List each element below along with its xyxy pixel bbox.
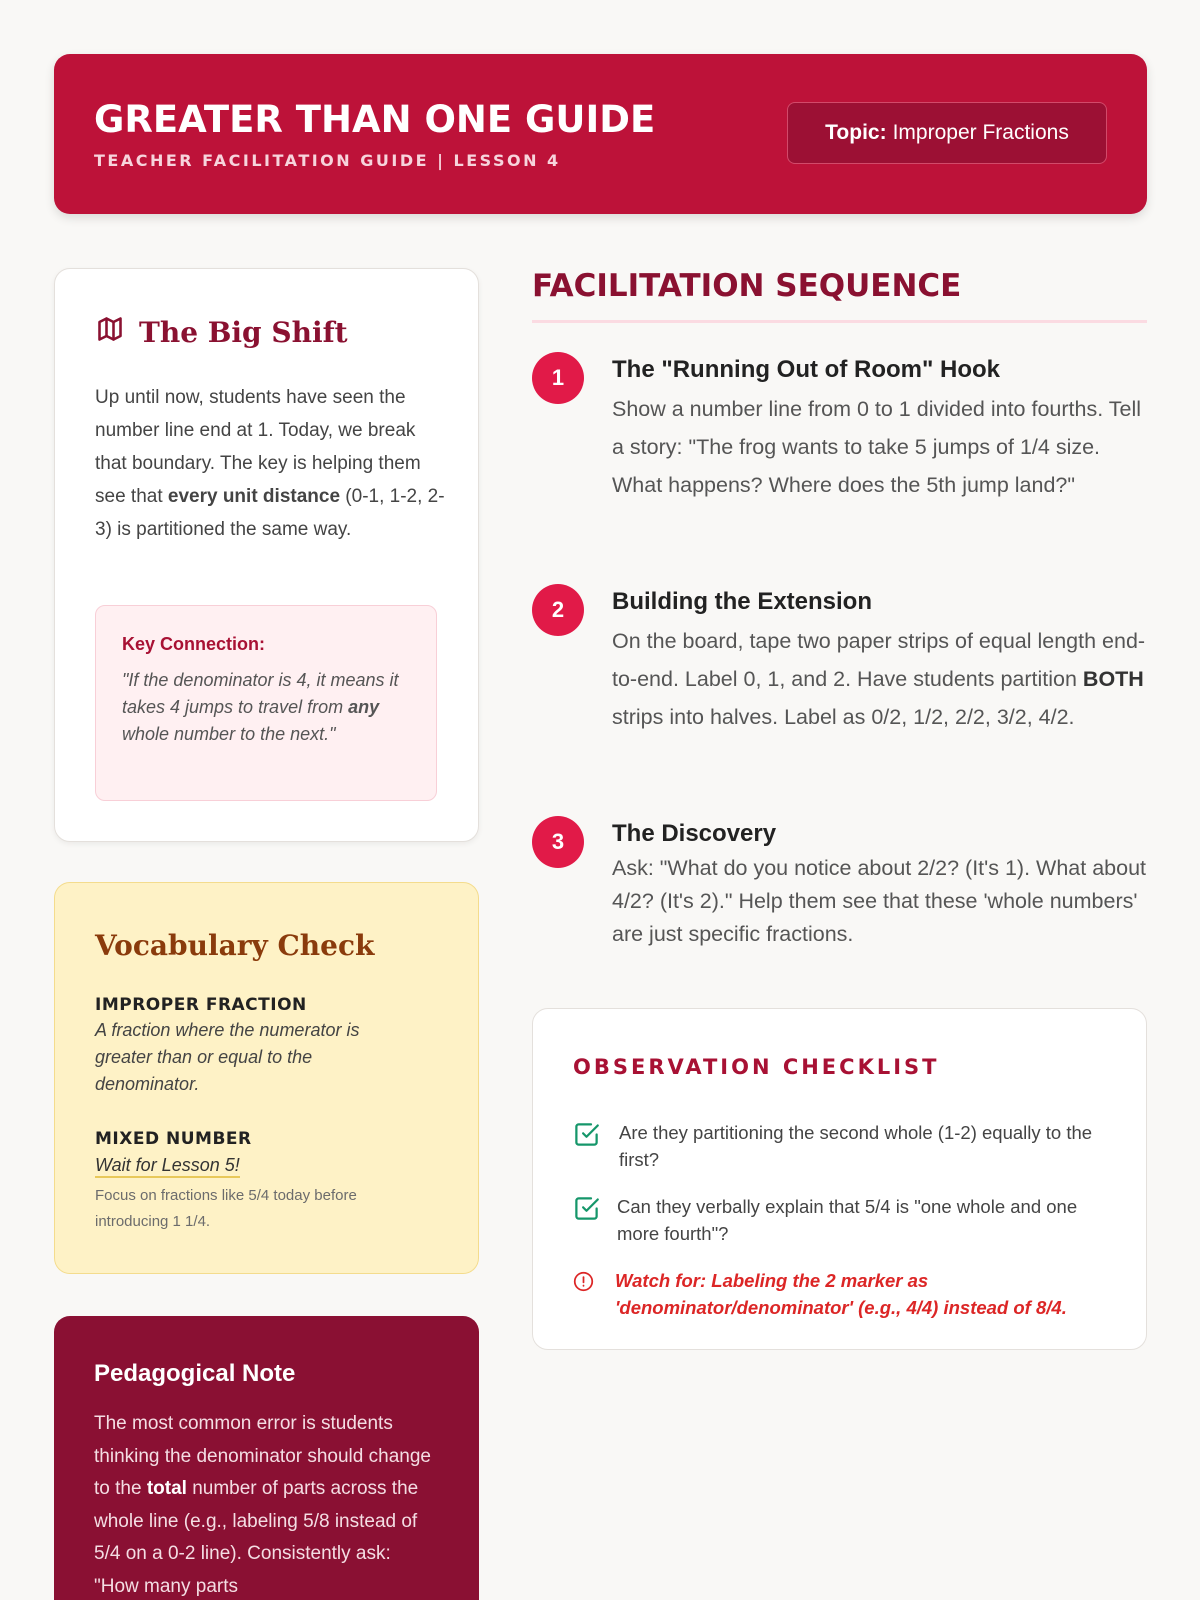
- step-text-end: strips into halves. Label as 0/2, 1/2, 2/2, 3/2, 4/2.: [612, 705, 1075, 729]
- check-square-icon: [573, 1121, 600, 1153]
- big-shift-heading: [95, 315, 348, 350]
- vocab-note-mixed: Focus on fractions like 5/4 today before introducing 1 1/4.: [95, 1187, 357, 1230]
- key-connection-quote: [122, 667, 410, 748]
- big-shift-title: The Big Shift: [139, 316, 348, 349]
- vocabulary-card: [54, 882, 479, 1274]
- big-shift-card: [54, 268, 479, 842]
- topic-badge: [787, 102, 1107, 164]
- note-text: The most common error is students thinking the denominator should change to the: [94, 1413, 431, 1499]
- pedagogical-note-title: Pedagogical Note: [94, 1360, 296, 1387]
- key-connection-label: Key Connection:: [122, 634, 266, 654]
- check-square-icon: [573, 1195, 600, 1227]
- note-text-end: number of parts across the whole line (e.g., labeling 5/8 instead of 5/4 on a 0-2 line). Consistently ask: "How many parts: [94, 1478, 419, 1597]
- page-title: GREATER THAN ONE GUIDE: [94, 98, 656, 141]
- vocab-def-improper: A fraction where the numerator is greater than or equal to the denominator.: [95, 1020, 360, 1094]
- key-quote-text: "If the denominator is 4, it means it takes 4 jumps to travel from: [122, 670, 399, 717]
- step-title: Building the Extension: [612, 588, 873, 615]
- sequence-divider: [532, 320, 1147, 323]
- checklist-item-text: Are they partitioning the second whole (1-2) equally to the first?: [619, 1122, 1093, 1170]
- step-title: The "Running Out of Room" Hook: [612, 356, 1001, 383]
- topic-label: Topic:: [825, 121, 887, 144]
- vocab-term-mixed: MIXED NUMBER: [95, 1129, 252, 1149]
- step-title: The Discovery: [612, 820, 777, 847]
- vocab-term-improper: IMPROPER FRACTION: [95, 995, 307, 1015]
- big-shift-text-end: (0-1, 1-2, 2-3) is partitioned the same way.: [95, 486, 445, 540]
- step-emphasis: BOTH: [1082, 667, 1144, 691]
- key-connection-box: [95, 605, 437, 801]
- vocab-def-mixed: Wait for Lesson 5!: [95, 1155, 240, 1178]
- map-icon: [95, 315, 125, 350]
- step-text: On the board, tape two paper strips of equal length end-to-end. Label 0, 1, and 2. Have students partition: [612, 629, 1146, 691]
- checklist-item-text: Can they verbally explain that 5/4 is "one whole and one more fourth"?: [617, 1196, 1078, 1244]
- pedagogical-note-body: [94, 1408, 434, 1600]
- step-body: Ask: "What do you notice about 2/2? (It's 1). What about 4/2? (It's 2)." Help them see that these 'whole numbers' are just specific fractions.: [612, 856, 1146, 946]
- step-number: 3: [532, 816, 584, 868]
- topic-value: Improper Fractions: [892, 121, 1069, 144]
- key-quote-emphasis: any: [348, 697, 380, 717]
- note-emphasis: total: [146, 1478, 187, 1499]
- page-subtitle: TEACHER FACILITATION GUIDE | LESSON 4: [94, 151, 561, 170]
- observation-checklist: [532, 1008, 1147, 1350]
- step-body: [612, 622, 1147, 736]
- big-shift-emphasis: every unit distance: [167, 486, 341, 507]
- header-banner: [54, 54, 1147, 214]
- key-quote-text-end: whole number to the next.": [122, 724, 336, 744]
- checklist-title: OBSERVATION CHECKLIST: [573, 1055, 940, 1079]
- alert-circle-icon: [573, 1271, 594, 1297]
- checklist-warning-text: Watch for: Labeling the 2 marker as 'denominator/denominator' (e.g., 4/4) instead of 8/4.: [615, 1270, 1067, 1318]
- step-body: Show a number line from 0 to 1 divided into fourths. Tell a story: "The frog wants to take 5 jumps of 1/4 size. What happens? Where does the 5th jump land?": [612, 397, 1142, 497]
- step-number: 1: [532, 352, 584, 404]
- big-shift-text: Up until now, students have seen the number line end at 1. Today, we break that boundary. The key is helping them see that: [95, 387, 421, 507]
- step-number: 2: [532, 584, 584, 636]
- vocabulary-title: Vocabulary Check: [95, 929, 375, 962]
- sequence-title: FACILITATION SEQUENCE: [532, 268, 962, 304]
- big-shift-body: [95, 381, 445, 546]
- pedagogical-note-card: [54, 1316, 479, 1600]
